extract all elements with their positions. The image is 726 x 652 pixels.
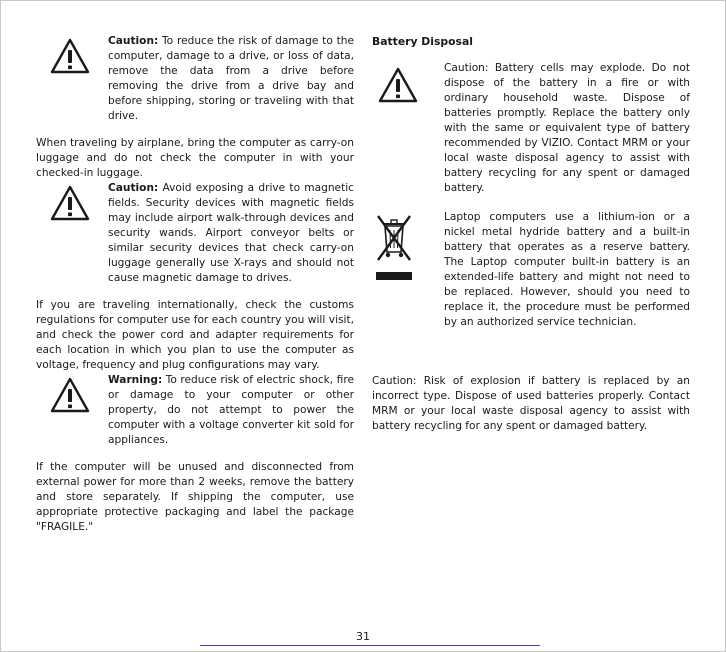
- caution-magnetic-text: [108, 181, 354, 286]
- unused-paragraph: If the computer will be unused and disconnected from external power for more than 2 weeks, remove the battery and store separately. If shipping the computer, use appropriate protective packaging and label the package "FRAGILE.": [36, 461, 354, 533]
- crossed-out-bin-icon: [374, 212, 414, 282]
- right-column: [372, 34, 690, 434]
- battery-disposal-title: Battery Disposal: [372, 35, 473, 48]
- footer-rule: [200, 645, 540, 646]
- lithium-block: [372, 210, 690, 330]
- airplane-paragraph: When traveling by airplane, bring the computer as carry-on luggage and do not check the computer in with your checked-in luggage.: [36, 137, 354, 179]
- caution-drive-block: [36, 34, 354, 124]
- lithium-text: Laptop computers use a lithium-ion or a nickel metal hydride battery and a built-in battery that operates as a reserve battery. The Laptop computer built-in battery is an extended-life battery and might not need to be replaced. However, should you need to replace it, the procedure must be performed by an authorized service technician.: [444, 211, 690, 328]
- caution-replace-paragraph: Caution: Risk of explosion if battery is replaced by an incorrect type. Dispose of used batteries properly. Contact MRM or your local waste disposal agency to assist with battery recycling for any spent or damaged battery.: [372, 375, 690, 432]
- caution-explode-block: [372, 61, 690, 196]
- warning-triangle-icon: [50, 38, 90, 74]
- caution-magnetic-block: [36, 181, 354, 286]
- warning-shock-block: [36, 373, 354, 448]
- warning-label: Warning:: [108, 374, 163, 386]
- caution-label: Caution:: [108, 35, 159, 47]
- caution-drive-body: To reduce the risk of damage to the computer, damage to a drive, or loss of data, remove the data from a drive before removing the drive from a drive bay and before shipping, storing or traveling with that drive.: [108, 35, 354, 122]
- caution-explode-text: Caution: Battery cells may explode. Do not dispose of the battery in a fire or with ordinary household waste. Dispose of batteries promptly. Replace the battery only with the same or equivalent type of battery recommended by VIZIO. Contact MRM or your local waste disposal agency to assist with battery recycling for any spent or damaged battery.: [444, 62, 690, 194]
- caution-label: Caution:: [108, 182, 159, 194]
- warning-triangle-icon: [378, 67, 418, 103]
- caution-drive-text: [108, 34, 354, 124]
- page-number: 31: [356, 630, 370, 643]
- international-paragraph: If you are traveling internationally, check the customs regulations for computer use for each country you will visit, and check the power cord and adapter requirements for each location in which you plan to use the computer as voltage, frequency and plug configurations may vary.: [36, 299, 354, 371]
- caution-magnetic-body: Avoid exposing a drive to magnetic fields. Security devices with magnetic fields may include airport walk-through devices and security wands. Airport conveyor belts or similar security devices that check carry-on luggage generally use X-rays and should not cause magnetic damage to drives.: [108, 182, 354, 284]
- warning-shock-text: [108, 373, 354, 448]
- warning-triangle-icon: [50, 185, 90, 221]
- warning-shock-body: To reduce risk of electric shock, fire or damage to your computer or other property, do not attempt to power the computer with a voltage converter kit sold for appliances.: [108, 374, 354, 446]
- left-column: [36, 34, 354, 535]
- warning-triangle-icon: [50, 377, 90, 413]
